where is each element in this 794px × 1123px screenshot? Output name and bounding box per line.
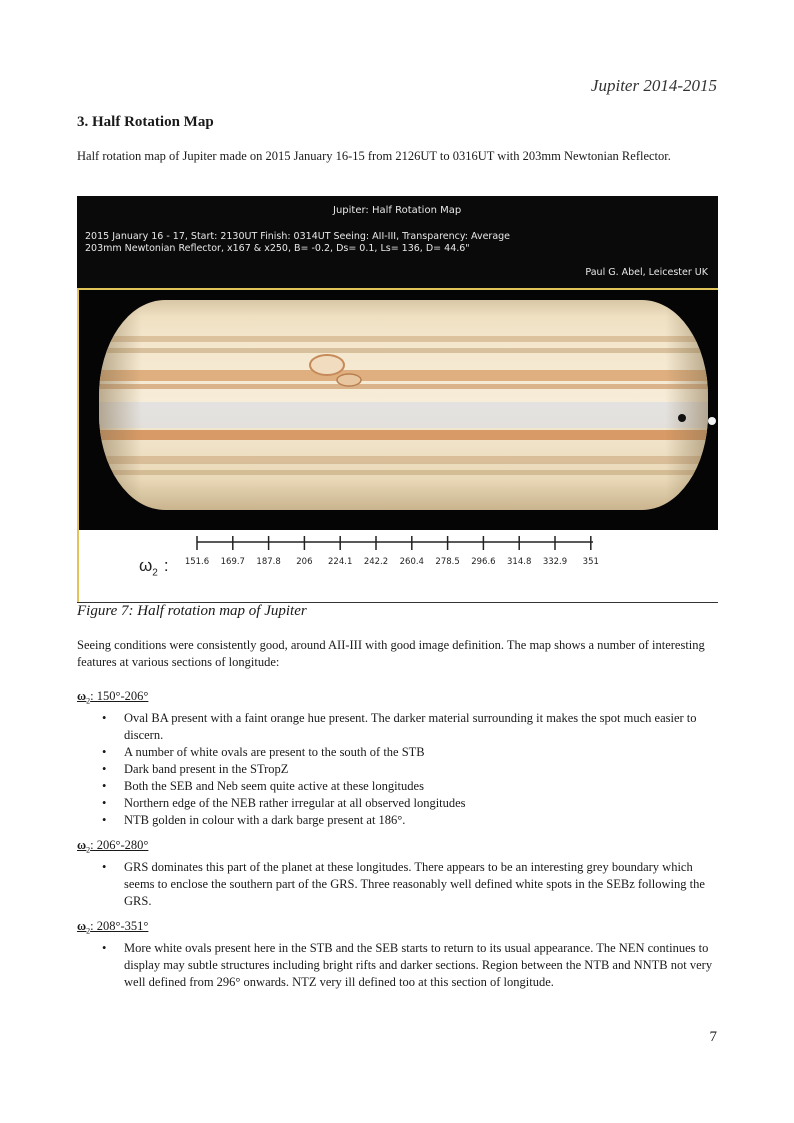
figure-line-2: 203mm Newtonian Reflector, x167 & x250, B= -0.2, Ds= 0.1, Ls= 136, D= 44.6" (85, 243, 470, 254)
figure-author: Paul G. Abel, Leicester UK (585, 267, 708, 278)
list-item: • GRS dominates this part of the planet at these longitudes. There appears to be an interesting grey boundary which seems to enclose the southern part of the GRS. Three reasonably well defined white spots in the SEBz following the GRS. (77, 859, 717, 910)
figure-line-1: 2015 January 16 - 17, Start: 2130UT Finish: 0314UT Seeing: AII-III, Transparency: Average (85, 231, 511, 242)
bullet-list (77, 710, 717, 829)
scale-tick-label: 296.6 (471, 557, 496, 567)
section-206-280 (77, 837, 717, 910)
scale-tick-label: 314.8 (507, 557, 532, 567)
scale-omega-sub: 2 (152, 567, 158, 579)
scale-tick-label: 332.9 (542, 557, 568, 567)
half-rotation-map-figure (77, 196, 718, 602)
list-item: • Oval BA present with a faint orange hue present. The darker material surrounding it makes the spot much easier to discern. (77, 710, 717, 744)
running-header: Jupiter 2014-2015 (590, 76, 717, 95)
scale-tick-label: 187.8 (256, 557, 281, 567)
figure-caption: Figure 7: Half rotation map of Jupiter (77, 603, 307, 619)
bullet-list (77, 940, 717, 991)
omega-symbol: ω (77, 838, 87, 852)
scale-tick-label: 242.2 (363, 557, 389, 567)
scale-tickmarks (197, 536, 591, 550)
omega-sub: 2 (86, 926, 91, 936)
section-heading (77, 918, 717, 940)
map-frame (77, 288, 718, 602)
scale-tick-label: 224.1 (328, 557, 353, 567)
bullet-list (77, 859, 717, 910)
section-208-351 (77, 918, 717, 991)
scale-tick-label: 260.4 (399, 557, 424, 567)
scale-colon: : (163, 556, 169, 575)
omega-symbol: ω (77, 919, 87, 933)
figure-title: Jupiter: Half Rotation Map (333, 205, 462, 216)
scale-tick-label: 206 (296, 557, 313, 567)
section-heading (77, 837, 717, 859)
page-number: 7 (709, 1029, 717, 1045)
scale-omega-label (139, 556, 169, 578)
intro-paragraph: Half rotation map of Jupiter made on 2015 January 16-15 from 2126UT to 0316UT with 203mm Newtonian Reflector. (77, 149, 671, 163)
observation-paragraph: Seeing conditions were consistently good, around AII-III with good image definition. The map shows a number of interesting features at various sections of longitude: (77, 638, 705, 669)
section-heading (77, 688, 717, 710)
longitude-range: : 150°-206° (90, 689, 149, 703)
scale-tick-label: 169.7 (220, 557, 245, 567)
list-item: • Both the SEB and Neb seem quite active at these longitudes (77, 778, 717, 795)
list-item: • More white ovals present here in the STB and the SEB starts to return to its usual appearance. The NEN continues to display may subtle structures including bright rifts and darker sections. Region between the NTB and NNTB not very well defined from 296° onwards. NTZ very ill defined too at this section of longitude. (77, 940, 717, 991)
jupiter-map-image (79, 290, 718, 602)
list-item: • Northern edge of the NEB rather irregular at all observed longitudes (77, 795, 717, 812)
scale-tick-label: 278.5 (435, 557, 460, 567)
figure-header (77, 196, 718, 288)
longitude-range: : 206°-280° (90, 838, 149, 852)
omega-sub: 2 (86, 845, 91, 855)
scale-tick-label: 151.6 (184, 557, 210, 567)
longitude-range: : 208°-351° (90, 919, 149, 933)
omega-sub: 2 (86, 696, 91, 706)
scale-omega-symbol: ω (139, 556, 153, 575)
scale-tick-label: 351 (582, 557, 599, 567)
list-item: • A number of white ovals are present to the south of the STB (77, 744, 717, 761)
list-item: • Dark band present in the STropZ (77, 761, 717, 778)
list-item: • NTB golden in colour with a dark barge present at 186°. (77, 812, 717, 829)
section-150-206 (77, 688, 717, 829)
omega-symbol: ω (77, 689, 87, 703)
section-title: 3. Half Rotation Map (77, 114, 214, 130)
